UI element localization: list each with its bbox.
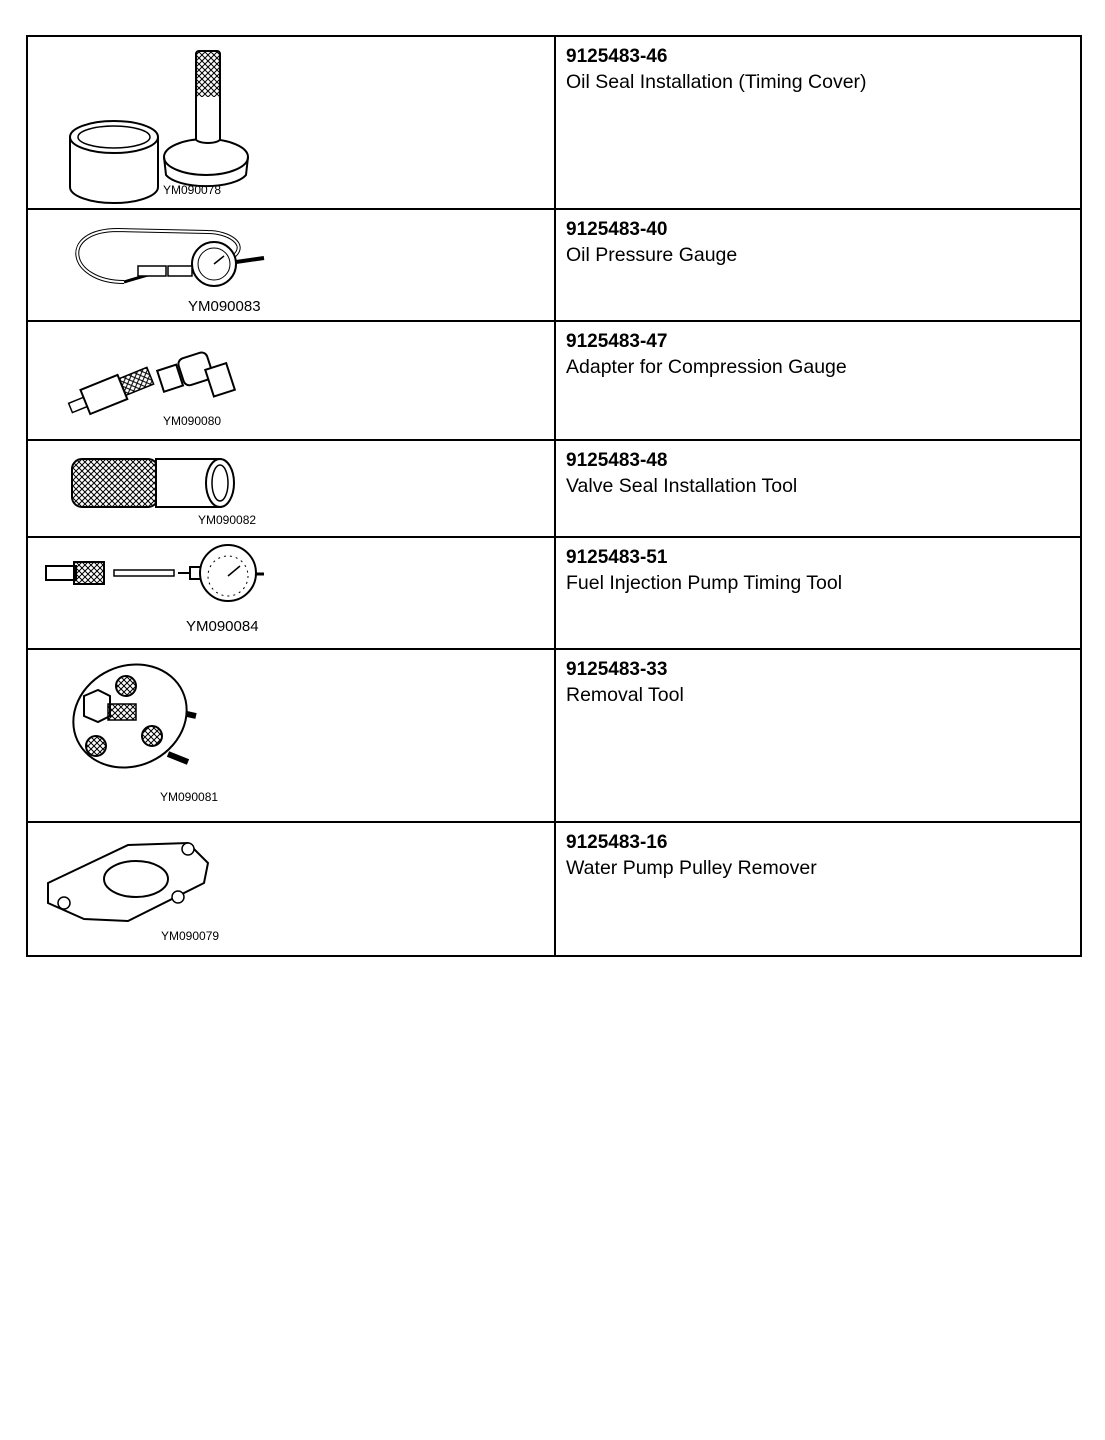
part-number: 9125483-16 — [566, 832, 668, 853]
tool-description: Oil Seal Installation (Timing Cover) — [566, 71, 867, 93]
tool-info-cell — [555, 440, 1081, 537]
valve-seal-tool-icon — [28, 441, 554, 536]
seal-installer-icon — [28, 37, 554, 207]
part-number: 9125483-40 — [566, 219, 668, 240]
tool-row — [27, 822, 1081, 956]
tool-info-cell — [555, 36, 1081, 209]
tool-row — [27, 209, 1081, 321]
part-number: 9125483-46 — [566, 46, 668, 67]
pulley-remover-icon — [28, 823, 554, 955]
tool-description: Fuel Injection Pump Timing Tool — [566, 572, 843, 594]
tool-info-cell — [555, 537, 1081, 649]
tool-row — [27, 537, 1081, 649]
figure-caption: YM090084 — [186, 618, 259, 635]
tool-figure-cell — [27, 36, 555, 209]
tool-figure-cell — [27, 822, 555, 956]
tool-figure-cell — [27, 321, 555, 440]
tool-description: Water Pump Pulley Remover — [566, 857, 817, 879]
figure-caption: YM090081 — [160, 790, 219, 804]
figure-caption: YM090080 — [163, 414, 222, 428]
tool-info-cell — [555, 822, 1081, 956]
tool-figure-cell — [27, 537, 555, 649]
tool-figure-cell — [27, 209, 555, 321]
tool-info-cell — [555, 321, 1081, 440]
pressure-gauge-icon — [28, 210, 554, 320]
tool-info-cell — [555, 649, 1081, 822]
part-number: 9125483-33 — [566, 659, 668, 680]
timing-tool-icon — [28, 538, 554, 648]
removal-tool-icon — [28, 650, 554, 820]
tool-row — [27, 321, 1081, 440]
part-number: 9125483-48 — [566, 450, 668, 471]
part-number: 9125483-51 — [566, 547, 668, 568]
figure-caption: YM090079 — [161, 929, 220, 943]
tool-figure-cell — [27, 649, 555, 822]
tool-row — [27, 649, 1081, 822]
adapter-icon — [28, 322, 554, 439]
figure-caption: YM090083 — [188, 298, 261, 315]
part-number: 9125483-47 — [566, 331, 668, 352]
tool-description: Oil Pressure Gauge — [566, 244, 738, 266]
figure-caption: YM090078 — [163, 183, 222, 197]
tool-figure-cell — [27, 440, 555, 537]
figure-caption: YM090082 — [198, 513, 257, 527]
tool-info-cell — [555, 209, 1081, 321]
tool-description: Valve Seal Installation Tool — [566, 475, 798, 497]
tool-row — [27, 440, 1081, 537]
tool-row — [27, 36, 1081, 209]
tool-description: Adapter for Compression Gauge — [566, 356, 847, 378]
special-tools-table — [26, 35, 1082, 957]
tool-description: Removal Tool — [566, 684, 684, 706]
